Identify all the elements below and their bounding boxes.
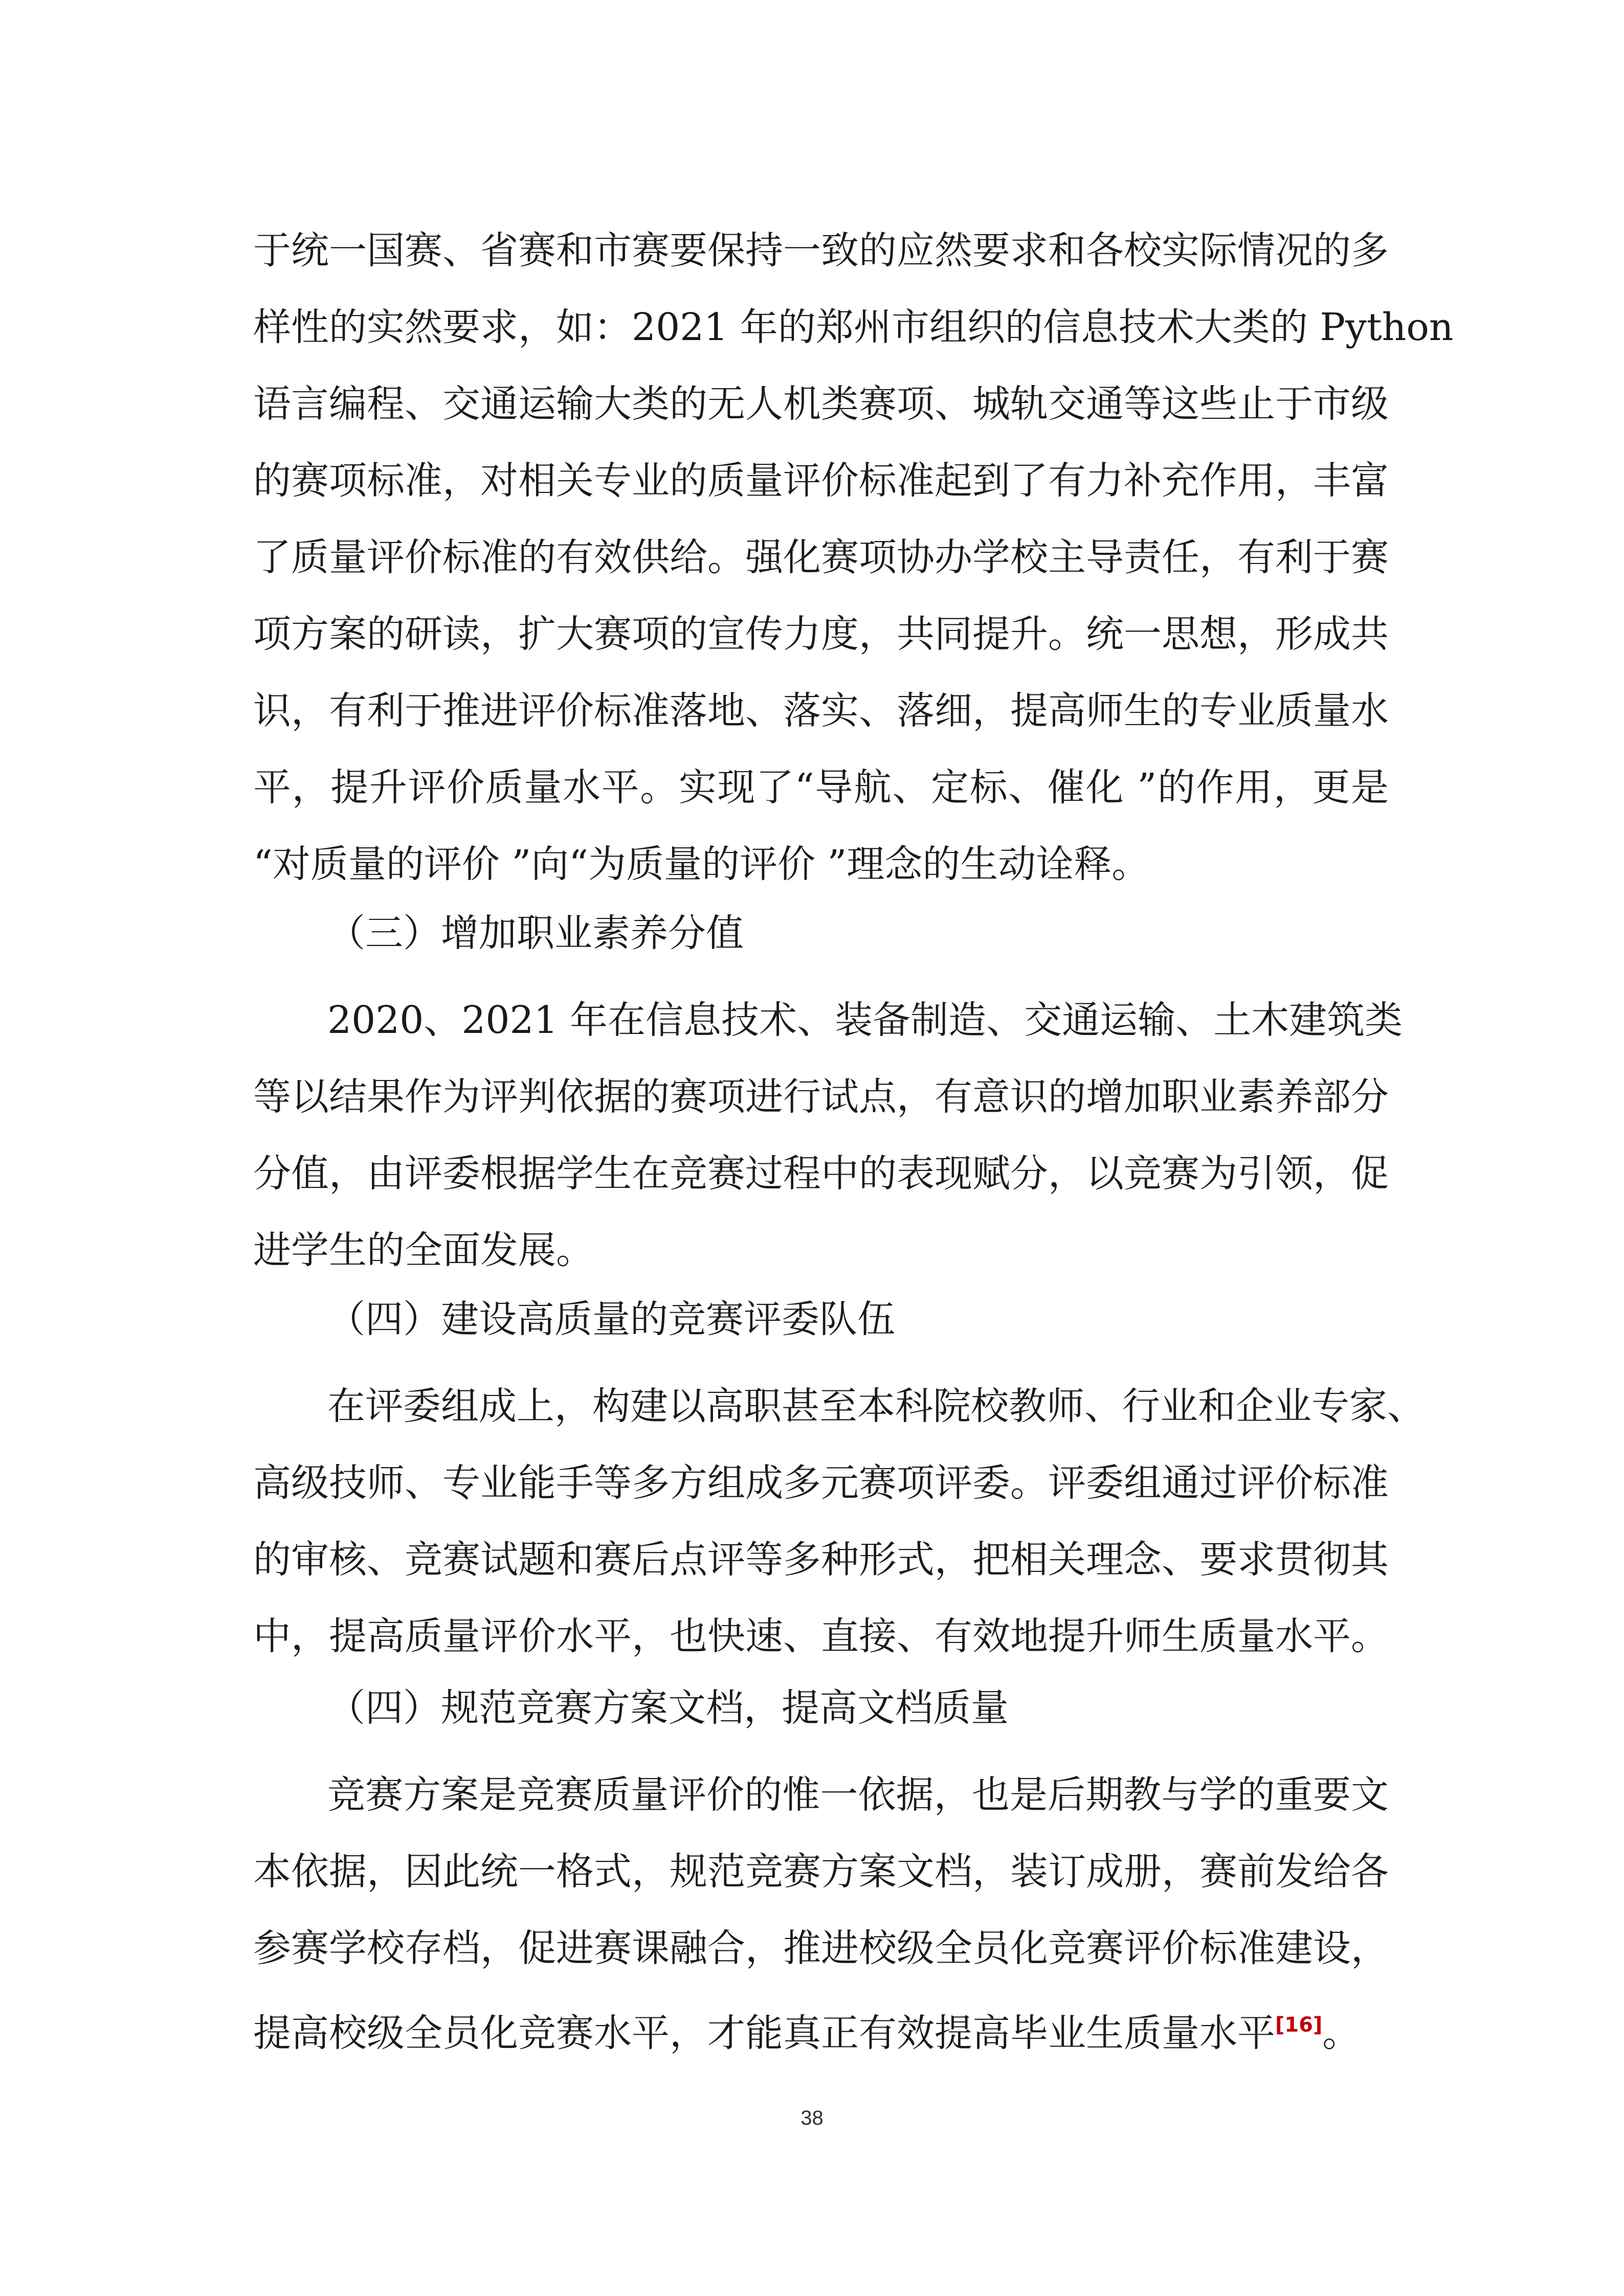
paragraph-2-line-1: 2020、2021 年在信息技术、装备制造、交通运输、土木建筑类 (327, 998, 1403, 1042)
paragraph-3-line-3: 的审核、竞赛试题和赛后点评等多种形式，把相关理念、要求贯彻其 (253, 1538, 1389, 1582)
paragraph-1-line-3: 语言编程、交通运输大类的无人机类赛项、城轨交通等这些止于市级 (253, 382, 1389, 426)
page-number: 38 (800, 2107, 824, 2129)
paragraph-3-line-2: 高级技师、专业能手等多方组成多元赛项评委。评委组通过评价标准 (253, 1461, 1389, 1505)
citation-reference[interactable]: [16] (1275, 2013, 1323, 2037)
paragraph-1-line-2: 样性的实然要求，如：2021 年的郑州市组织的信息技术大类的 Python (253, 305, 1454, 349)
paragraph-2-line-3: 分值，由评委根据学生在竞赛过程中的表现赋分，以竞赛为引领，促 (253, 1152, 1389, 1196)
paragraph-1-line-4: 的赛项标准，对相关专业的质量评价标准起到了有力补充作用，丰富 (253, 459, 1389, 503)
section-heading-3: （三）增加职业素养分值 (327, 911, 744, 955)
paragraph-1-line-6: 项方案的研读，扩大赛项的宣传力度，共同提升。统一思想，形成共 (253, 612, 1389, 656)
section-heading-4a: （四）建设高质量的竞赛评委队伍 (327, 1297, 895, 1341)
paragraph-4-end-punctuation: 。 (1322, 2011, 1361, 2055)
paragraph-4-line-1: 竞赛方案是竞赛质量评价的惟一依据，也是后期教与学的重要文 (327, 1773, 1389, 1817)
paragraph-2-line-2: 等以结果作为评判依据的赛项进行试点，有意识的增加职业素养部分 (253, 1075, 1389, 1119)
paragraph-4-line-2: 本依据，因此统一格式，规范竞赛方案文档，装订成册，赛前发给各 (253, 1850, 1389, 1894)
paragraph-4-last-line-text: 提高校级全员化竞赛水平，才能真正有效提高毕业生质量水平 (253, 2011, 1275, 2055)
paragraph-1-line-7: 识，有利于推进评价标准落地、落实、落细，提高师生的专业质量水 (253, 689, 1389, 733)
section-heading-4b: （四）规范竞赛方案文档，提高文档质量 (327, 1686, 1009, 1730)
paragraph-1-line-8: 平，提升评价质量水平。实现了“导航、定标、催化 ”的作用，更是 (253, 766, 1389, 809)
paragraph-1-line-1: 于统一国赛、省赛和市赛要保持一致的应然要求和各校实际情况的多 (253, 229, 1389, 273)
paragraph-4-line-4 (253, 1987, 1389, 2063)
paragraph-2-line-4: 进学生的全面发展。 (253, 1228, 594, 1272)
paragraph-1-line-9: “对质量的评价 ”向“为质量的评价 ”理念的生动诠释。 (253, 842, 1150, 886)
paragraph-3-line-1: 在评委组成上，构建以高职甚至本科院校教师、行业和企业专家、 (327, 1384, 1425, 1428)
paragraph-4-line-3: 参赛学校存档，促进赛课融合，推进校级全员化竞赛评价标准建设， (253, 1926, 1389, 1970)
paragraph-3-line-4: 中，提高质量评价水平，也快速、直接、有效地提升师生质量水平。 (253, 1614, 1389, 1658)
paragraph-1-line-5: 了质量评价标准的有效供给。强化赛项协办学校主导责任，有利于赛 (253, 535, 1389, 579)
